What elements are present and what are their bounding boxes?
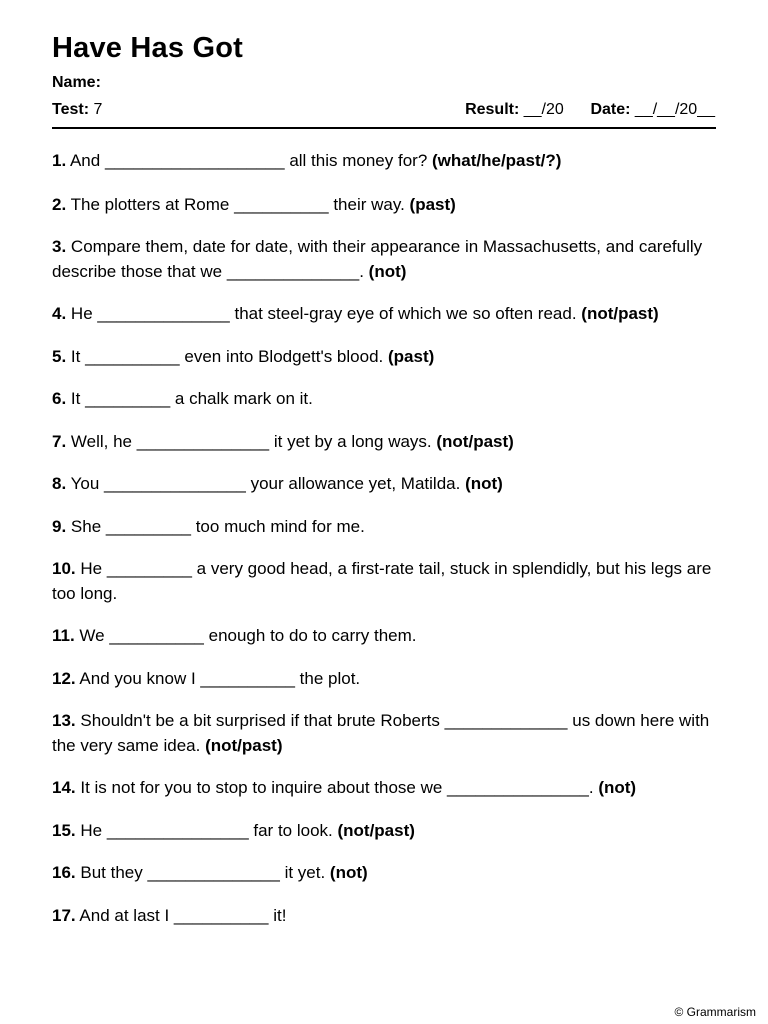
answer-blank[interactable]: _________ [105,516,191,536]
answer-blank[interactable]: _______________ [104,474,246,493]
question-item [52,624,672,649]
question-item [52,472,672,497]
question-number: 4. [52,304,67,323]
result-date-info [465,101,715,119]
question-text-before: Shouldn't be a bit surprised if that brute Roberts [75,711,445,730]
question-number: 9. [52,516,67,536]
question-text-after: that steel-gray eye of which we so often read. [229,304,582,323]
question-text-after: . [359,261,369,281]
question-text-after: the plot. [294,668,361,688]
answer-blank[interactable]: __________ [109,626,204,645]
question-number: 12. [52,668,76,688]
question-list [52,149,722,946]
question-item [52,302,662,327]
question-item [52,235,722,284]
question-item [52,904,672,929]
question-text-after: it yet by a long ways. [269,431,437,451]
question-item [52,149,672,174]
question-number: 16. [52,863,76,882]
test-value: 7 [89,101,103,118]
copyright-footer: © Grammarism [674,1005,756,1019]
question-text-after: it! [268,905,287,925]
question-text-before: It [66,389,86,408]
question-hint: (not) [329,863,368,882]
question-hint: (not) [598,778,637,797]
question-item [52,709,722,758]
answer-blank[interactable]: __________ [234,194,329,214]
question-item [52,819,672,844]
question-number: 10. [52,559,76,578]
question-text-after: . [588,778,599,797]
question-item [52,387,672,412]
question-item [52,193,672,218]
meta-row [52,101,715,121]
answer-blank[interactable]: _________ [85,389,171,408]
date-label: Date: [590,101,631,118]
question-text-after: enough to do to carry them. [203,626,417,645]
question-number: 8. [52,474,67,493]
question-text-before: The plotters at Rome [66,194,235,214]
question-item [52,667,672,692]
question-hint: (past) [409,194,456,214]
question-number: 2. [52,194,67,214]
answer-blank[interactable]: __________ [173,905,269,925]
question-number: 5. [52,346,67,366]
question-text-after: your allowance yet, Matilda. [245,474,466,493]
answer-blank[interactable]: _____________ [444,711,568,730]
answer-blank[interactable]: ______________ [136,431,270,451]
question-item [52,557,722,606]
question-hint: (past) [387,346,435,366]
question-item [52,515,672,540]
test-label: Test: [52,101,90,118]
question-text-before: And you know I [75,668,201,688]
question-text-before: You [66,474,105,493]
name-label: Name: [52,74,101,91]
question-text-before: It is not for you to stop to inquire about those we [75,778,448,797]
question-text-after: us down here with the very same idea. [52,711,714,755]
question-text-after: all this money for? [284,151,432,170]
question-item [52,430,672,455]
answer-blank[interactable]: _______________ [106,820,249,840]
question-text-after: it yet. [279,863,330,882]
result-value: __/20 [519,101,564,118]
question-text-after: far to look. [248,820,338,840]
question-text-after: a very good head, a first-rate tail, stuck in splendidly, but his legs are too long. [52,559,717,603]
page-title: Have Has Got [52,32,243,64]
question-item [52,861,672,886]
answer-blank[interactable]: ______________ [97,304,230,323]
question-item [52,776,722,801]
question-number: 6. [52,389,67,408]
question-number: 17. [52,905,76,925]
result-label: Result: [465,101,520,118]
answer-blank[interactable]: ___________________ [104,151,285,170]
answer-blank[interactable]: _________ [106,559,192,578]
question-item [52,345,672,370]
header-divider [52,127,716,129]
question-hint: (not) [465,474,503,493]
question-text-before: He [75,820,107,840]
date-value: __/__/20__ [630,101,715,118]
question-number: 13. [52,711,76,730]
question-number: 15. [52,820,76,840]
question-number: 7. [52,431,67,451]
question-text-before: He [75,559,107,578]
question-text-before: And [66,151,105,170]
question-text-before: We [74,626,110,645]
question-hint: (what/he/past/?) [432,151,562,170]
question-number: 3. [52,237,67,256]
question-text-before: She [66,516,106,536]
question-number: 14. [52,778,76,797]
question-number: 11. [52,626,75,645]
question-text-after: even into Blodgett's blood. [179,346,388,366]
answer-blank[interactable]: ______________ [147,863,280,882]
question-text-before: Compare them, date for date, with their appearance in Massachusetts, and carefully describe those that we [52,237,707,281]
question-hint: (not/past) [581,304,659,323]
question-text-before: It [66,346,86,366]
question-number: 1. [52,151,67,170]
question-text-after: too much mind for me. [190,516,365,536]
question-text-after: a chalk mark on it. [170,389,313,408]
question-hint: (not/past) [337,820,415,840]
answer-blank[interactable]: ______________ [226,261,360,281]
question-hint: (not/past) [436,431,514,451]
question-text-after: their way. [328,194,410,214]
answer-blank[interactable]: _______________ [447,778,589,797]
question-text-before: And at last I [75,905,174,925]
question-text-before: Well, he [66,431,137,451]
question-hint: (not/past) [205,735,283,755]
answer-blank[interactable]: __________ [85,346,180,366]
answer-blank[interactable]: __________ [200,668,295,688]
test-info [52,101,102,119]
question-text-before: He [66,304,98,323]
question-text-before: But they [75,863,148,882]
question-hint: (not) [368,261,407,281]
